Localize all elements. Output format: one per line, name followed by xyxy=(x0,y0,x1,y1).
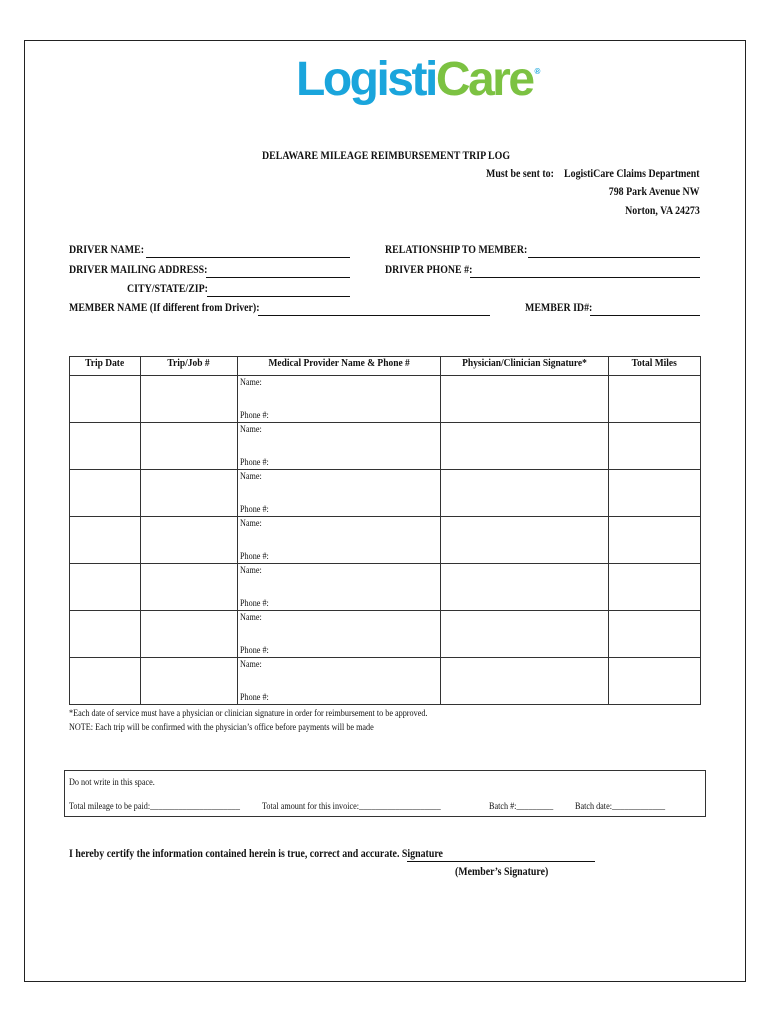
provider-phone-label: Phone #: xyxy=(239,411,269,421)
trip-job-cell[interactable] xyxy=(140,564,237,611)
member-name-label: MEMBER NAME (If different from Driver): xyxy=(69,302,260,314)
provider-cell[interactable] xyxy=(237,611,441,658)
signature-cell[interactable] xyxy=(441,376,609,423)
table-header-row xyxy=(70,357,701,376)
provider-cell[interactable] xyxy=(237,470,441,517)
office-use-caption: Do not write in this space. xyxy=(69,778,155,788)
batch-number-field: Batch #:_________ xyxy=(489,802,554,812)
table-row xyxy=(70,376,701,423)
member-signature-caption: (Member’s Signature) xyxy=(455,866,549,878)
trip-job-cell[interactable] xyxy=(140,423,237,470)
driver-name-label: DRIVER NAME: xyxy=(69,244,145,256)
address-line-2: 798 Park Avenue NW xyxy=(609,186,700,198)
total-miles-cell[interactable] xyxy=(609,611,701,658)
provider-phone-label: Phone #: xyxy=(239,505,269,515)
table-row xyxy=(70,423,701,470)
total-mileage-field: Total mileage to be paid:______________________ xyxy=(69,802,240,812)
total-miles-cell[interactable] xyxy=(609,658,701,705)
batch-date-field: Batch date:_____________ xyxy=(575,802,666,812)
driver-name-field[interactable] xyxy=(146,257,350,258)
address-line-3: Norton, VA 24273 xyxy=(625,205,700,217)
trip-job-cell[interactable] xyxy=(140,517,237,564)
table-row xyxy=(70,658,701,705)
member-signature-field[interactable] xyxy=(407,861,595,862)
provider-cell[interactable] xyxy=(237,564,441,611)
driver-address-field[interactable] xyxy=(206,277,350,278)
table-row xyxy=(70,517,701,564)
trip-date-cell[interactable] xyxy=(70,470,141,517)
member-id-label: MEMBER ID#: xyxy=(525,302,593,314)
relationship-label: RELATIONSHIP TO MEMBER: xyxy=(385,244,528,256)
trip-job-cell[interactable] xyxy=(140,658,237,705)
provider-cell[interactable] xyxy=(237,423,441,470)
provider-name-label: Name: xyxy=(239,660,262,670)
relationship-field[interactable] xyxy=(528,257,700,258)
provider-name-label: Name: xyxy=(239,425,262,435)
trip-date-cell[interactable] xyxy=(70,564,141,611)
trip-job-cell[interactable] xyxy=(140,376,237,423)
provider-phone-label: Phone #: xyxy=(239,693,269,703)
total-amount-field: Total amount for this invoice:____________________ xyxy=(262,802,441,812)
signature-requirement-note: *Each date of service must have a physician or clinician signature in order for reimbursement to be approved. xyxy=(69,709,428,719)
provider-name-label: Name: xyxy=(239,472,262,482)
header-trip-job: Trip/Job # xyxy=(140,357,237,376)
total-miles-cell[interactable] xyxy=(609,470,701,517)
header-provider: Medical Provider Name & Phone # xyxy=(237,357,441,376)
logisticare-logo: LogistiCare ® xyxy=(296,53,541,106)
total-miles-cell[interactable] xyxy=(609,564,701,611)
signature-cell[interactable] xyxy=(441,517,609,564)
provider-cell[interactable] xyxy=(237,517,441,564)
trip-date-cell[interactable] xyxy=(70,658,141,705)
form-title: DELAWARE MILEAGE REIMBURSEMENT TRIP LOG xyxy=(262,150,511,162)
provider-phone-label: Phone #: xyxy=(239,552,269,562)
provider-cell[interactable] xyxy=(237,658,441,705)
provider-name-label: Name: xyxy=(239,566,262,576)
trip-date-cell[interactable] xyxy=(70,611,141,658)
member-id-field[interactable] xyxy=(590,315,700,316)
provider-name-label: Name: xyxy=(239,519,262,529)
trip-job-cell[interactable] xyxy=(140,611,237,658)
member-name-field[interactable] xyxy=(258,315,490,316)
signature-cell[interactable] xyxy=(441,470,609,517)
provider-phone-label: Phone #: xyxy=(239,458,269,468)
provider-phone-label: Phone #: xyxy=(239,599,269,609)
signature-cell[interactable] xyxy=(441,658,609,705)
city-state-zip-label: CITY/STATE/ZIP: xyxy=(127,283,208,295)
signature-cell[interactable] xyxy=(441,564,609,611)
trip-date-cell[interactable] xyxy=(70,517,141,564)
total-miles-cell[interactable] xyxy=(609,423,701,470)
trip-date-cell[interactable] xyxy=(70,423,141,470)
provider-phone-label: Phone #: xyxy=(239,646,269,656)
signature-cell[interactable] xyxy=(441,423,609,470)
city-state-zip-field[interactable] xyxy=(207,296,350,297)
trip-date-cell[interactable] xyxy=(70,376,141,423)
total-miles-cell[interactable] xyxy=(609,517,701,564)
table-row xyxy=(70,564,701,611)
provider-cell[interactable] xyxy=(237,376,441,423)
trip-job-cell[interactable] xyxy=(140,470,237,517)
table-row xyxy=(70,470,701,517)
table-row xyxy=(70,611,701,658)
header-trip-date: Trip Date xyxy=(70,357,141,376)
driver-address-label: DRIVER MAILING ADDRESS: xyxy=(69,264,208,276)
certification-statement: I hereby certify the information contained herein is true, correct and accurate. Signature xyxy=(69,848,443,860)
provider-name-label: Name: xyxy=(239,613,262,623)
sent-to-label: Must be sent to: xyxy=(486,168,554,180)
header-signature: Physician/Clinician Signature* xyxy=(441,357,609,376)
trip-log-table xyxy=(69,356,701,705)
address-line-1: LogistiCare Claims Department xyxy=(564,168,700,180)
driver-phone-label: DRIVER PHONE #: xyxy=(385,264,473,276)
provider-name-label: Name: xyxy=(239,378,262,388)
confirmation-note: NOTE: Each trip will be confirmed with the physician’s office before payments will be made xyxy=(69,723,374,733)
signature-cell[interactable] xyxy=(441,611,609,658)
total-miles-cell[interactable] xyxy=(609,376,701,423)
header-total-miles: Total Miles xyxy=(609,357,701,376)
driver-phone-field[interactable] xyxy=(470,277,700,278)
